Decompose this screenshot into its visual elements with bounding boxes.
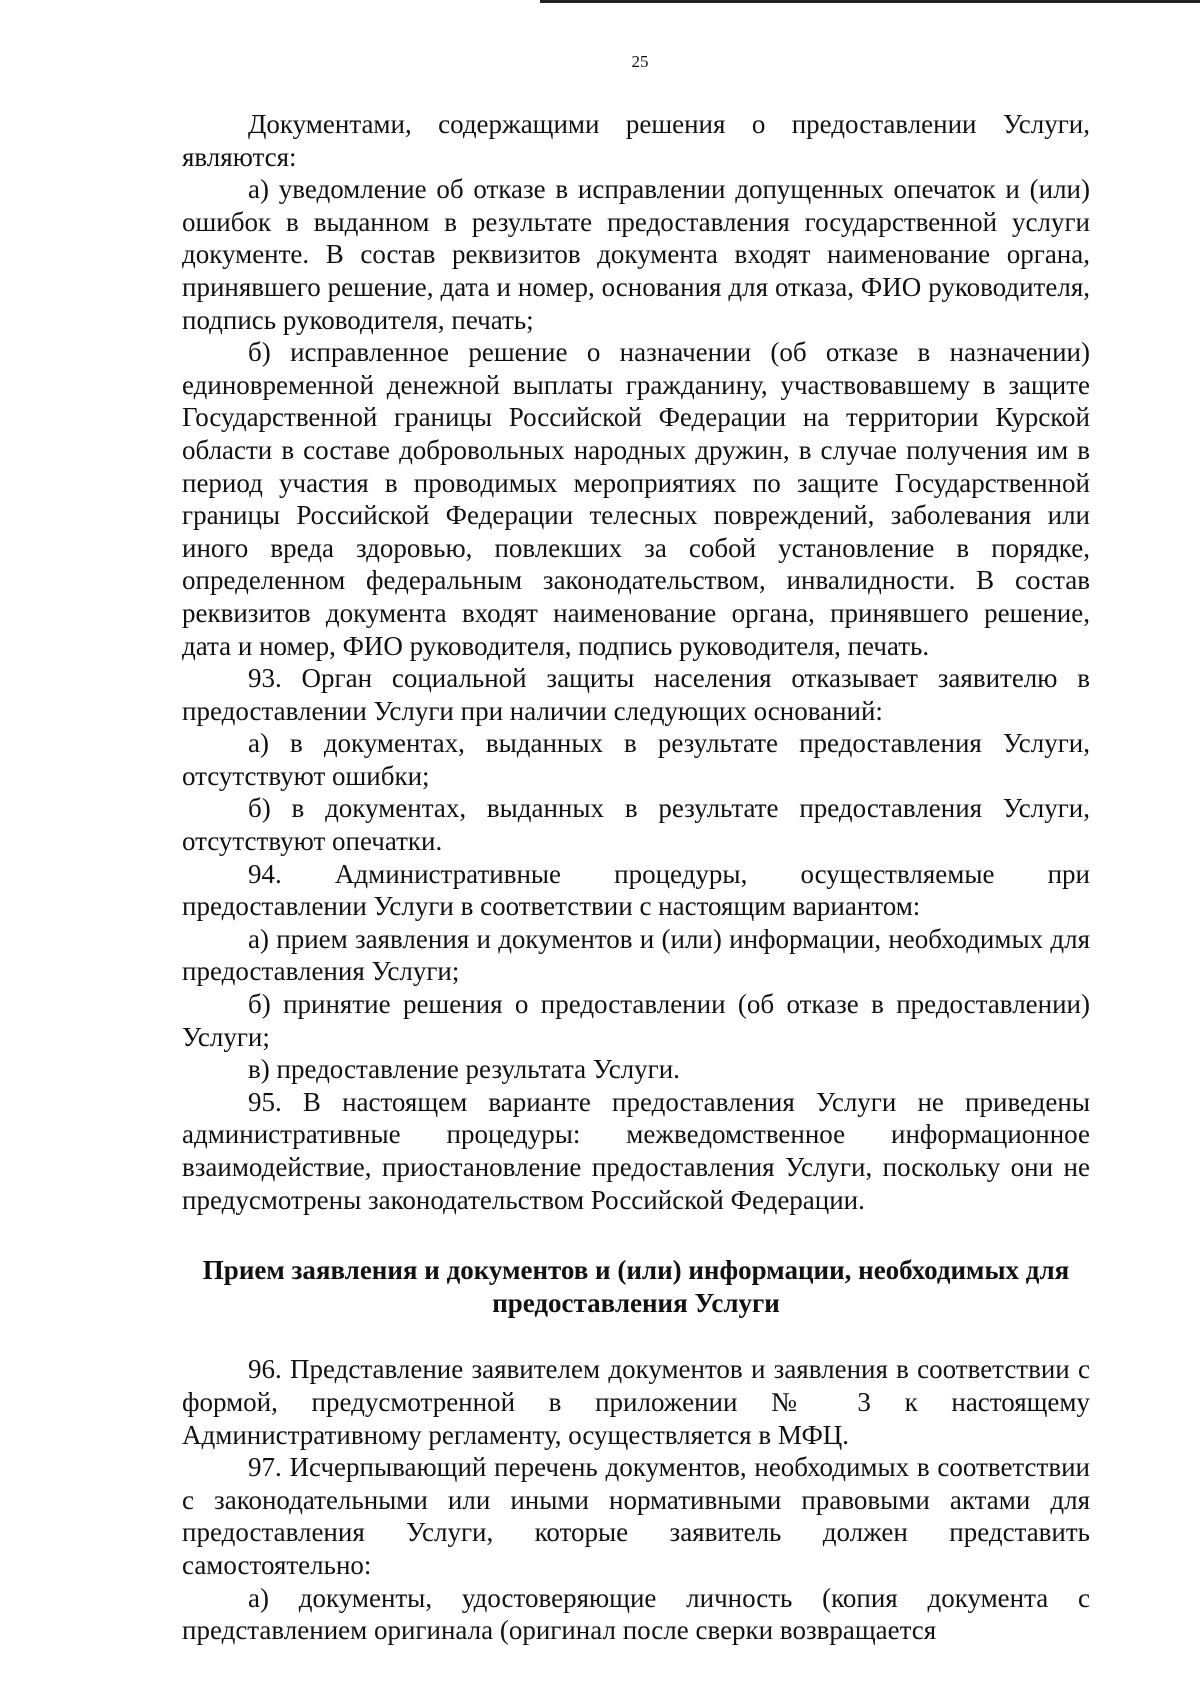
paragraph-documents-intro: Документами, содержащими решения о предоставлении Услуги, являются: xyxy=(182,109,1090,172)
paragraph-94-item-b: б) принятие решения о предоставлении (об отказе в предоставлении) Услуги; xyxy=(182,989,1090,1052)
top-border-line xyxy=(540,0,1200,3)
paragraph-93: 93. Орган социальной защиты населения отказывает заявителю в предоставлении Услуги при наличии следующих оснований: xyxy=(182,663,1090,726)
paragraph-item-b-corrected-decision: б) исправленное решение о назначении (об отказе в назначении) единовременной денежной выплаты гражданину, участвовавшему в защите Государственной границы Российской Федерации на территории Курской области в составе добровольных народных дружин, в случае получения им в период участия в проводимых мероприятиях по защите Государственной границы Российской Федерации телесных повреждений, заболевания или иного вреда здоровью, повлекших за собой установление в порядке, определенном федеральным законодательством, инвалидности. В состав реквизитов документа входят наименование органа, принявшего решение, дата и номер, ФИО руководителя, подпись руководителя, печать. xyxy=(182,337,1090,661)
paragraph-94-item-c: в) предоставление результата Услуги. xyxy=(248,1054,680,1085)
page-number: 25 xyxy=(631,52,649,71)
paragraph-93-item-b: б) в документах, выданных в результате предоставления Услуги, отсутствуют опечатки. xyxy=(182,793,1090,857)
paragraph-94: 94. Административные процедуры, осуществляемые при предоставлении Услуги в соответствии с настоящим вариантом: xyxy=(182,858,1090,922)
paragraph-95: 95. В настоящем варианте предоставления Услуги не приведены административные процедуры: межведомственное информационное взаимодействие, приостановление предоставления Услуги, поскольку они не предусмотрены законодательством Российской Федерации. xyxy=(182,1086,1090,1215)
paragraph-97: 97. Исчерпывающий перечень документов, необходимых в соответствии с законодательными или иными нормативными правовыми актами для предоставления Услуги, которые заявитель должен представить самостоятельно: xyxy=(182,1452,1090,1580)
document-body xyxy=(182,108,1090,1647)
paragraph-94-item-a: а) прием заявления и документов и (или) информации, необходимых для предоставления Услуги; xyxy=(182,923,1090,987)
paragraph-93-item-a: а) в документах, выданных в результате предоставления Услуги, отсутствуют ошибки; xyxy=(182,728,1090,791)
paragraph-item-a-notice: а) уведомление об отказе в исправлении допущенных опечаток и (или) ошибок в выданном в результате предоставления государственной услуги документе. В состав реквизитов документа входят наименование органа, принявшего решение, дата и номер, основания для отказа, ФИО руководителя, подпись руководителя, печать; xyxy=(182,174,1090,335)
paragraph-97-item-a: а) документы, удостоверяющие личность (копия документа с представлением оригинала (оригинал после сверки возвращается xyxy=(182,1582,1090,1646)
paragraph-96: 96. Представление заявителем документов и заявления в соответствии с формой, предусмотренной в приложении № 3 к настоящему Административному регламенту, осуществляется в МФЦ. xyxy=(182,1354,1090,1450)
section-heading: Прием заявления и документов и (или) информации, необходимых для предоставления Услуги xyxy=(202,1255,1070,1318)
